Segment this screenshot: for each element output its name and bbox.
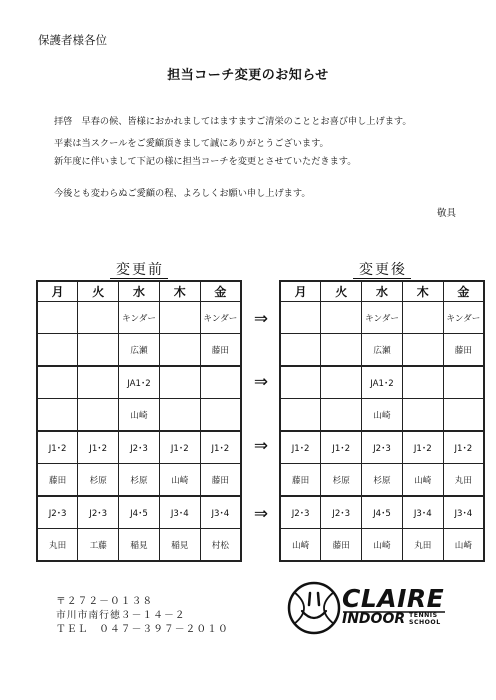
- table-cell: [321, 366, 362, 399]
- table-cell: J1･2: [159, 431, 200, 464]
- change-arrow: ⇒: [253, 309, 269, 329]
- table-cell: 山崎: [402, 464, 443, 497]
- table-row: [37, 496, 241, 529]
- tennis-ball-face-icon: [289, 583, 339, 633]
- table-cell: 山崎: [119, 399, 160, 432]
- table-cell: [280, 366, 321, 399]
- table-cell: J3･4: [402, 496, 443, 529]
- document-title: 担当コーチ変更のお知らせ: [167, 68, 329, 83]
- table-cell: J3･4: [200, 496, 241, 529]
- table-row: [280, 529, 484, 562]
- thanks-paragraph: 平素は当スクールをご愛顧頂きまして誠にありがとうございます。: [54, 138, 329, 149]
- day-header: 水: [362, 281, 403, 302]
- table-cell: J3･4: [443, 496, 484, 529]
- table-cell: キンダー: [200, 302, 241, 334]
- change-arrow: ⇒: [253, 436, 269, 456]
- table-row: [37, 302, 241, 334]
- table-row: [37, 464, 241, 497]
- table-cell: 山崎: [443, 529, 484, 562]
- change-arrow: ⇒: [253, 372, 269, 392]
- table-row: [37, 334, 241, 367]
- table-cell: [443, 399, 484, 432]
- table-cell: [402, 366, 443, 399]
- logo-school-text: SCHOOL: [409, 619, 441, 626]
- telephone: ＴＥＬ ０４７－３９７－２０１０: [56, 624, 229, 635]
- day-header: 月: [37, 281, 78, 302]
- table-cell: J1･2: [200, 431, 241, 464]
- table-cell: 丸田: [443, 464, 484, 497]
- change-arrow: ⇒: [253, 504, 269, 524]
- request-paragraph: 今後とも変わらぬご愛顧の程、よろしくお願い申し上げます。: [54, 188, 311, 199]
- table-cell: 山崎: [362, 399, 403, 432]
- table-cell: JA1･2: [119, 366, 160, 399]
- greeting-paragraph: 拝啓 早春の候、皆様におかれましてはますますご清栄のこととお喜び申し上げます。: [54, 116, 412, 127]
- table-cell: [321, 399, 362, 432]
- after-caption: 変更後: [279, 262, 485, 279]
- before-caption: 変更前: [36, 262, 242, 279]
- table-row: [37, 431, 241, 464]
- table-cell: キンダー: [119, 302, 160, 334]
- table-cell: 山崎: [362, 529, 403, 562]
- table-cell: 丸田: [37, 529, 78, 562]
- table-cell: 杉原: [78, 464, 119, 497]
- table-row: [280, 366, 484, 399]
- table-cell: [37, 302, 78, 334]
- header-row: [37, 281, 241, 302]
- table-cell: J2･3: [321, 496, 362, 529]
- table-cell: [159, 399, 200, 432]
- table-cell: [200, 399, 241, 432]
- table-cell: 広瀬: [362, 334, 403, 367]
- table-cell: 藤田: [321, 529, 362, 562]
- table-cell: [321, 302, 362, 334]
- table-cell: [200, 366, 241, 399]
- table-row: [280, 334, 484, 367]
- day-header: 木: [402, 281, 443, 302]
- table-row: [280, 399, 484, 432]
- table-cell: [159, 334, 200, 367]
- table-row: [280, 302, 484, 334]
- table-cell: JA1･2: [362, 366, 403, 399]
- table-cell: 藤田: [280, 464, 321, 497]
- table-cell: キンダー: [362, 302, 403, 334]
- day-header: 火: [78, 281, 119, 302]
- table-cell: J1･2: [37, 431, 78, 464]
- after-schedule-table: [279, 280, 485, 562]
- table-cell: [402, 302, 443, 334]
- table-cell: 藤田: [443, 334, 484, 367]
- notice-paragraph: 新年度に伴いまして下記の様に担当コーチを変更とさせていただきます。: [54, 156, 357, 167]
- day-header: 金: [200, 281, 241, 302]
- table-cell: 藤田: [200, 334, 241, 367]
- table-cell: 藤田: [200, 464, 241, 497]
- table-cell: J2･3: [119, 431, 160, 464]
- table-cell: J2･3: [362, 431, 403, 464]
- day-header: 火: [321, 281, 362, 302]
- table-cell: [37, 366, 78, 399]
- table-cell: J1･2: [402, 431, 443, 464]
- table-cell: 稲見: [159, 529, 200, 562]
- table-row: [280, 464, 484, 497]
- table-cell: 稲見: [119, 529, 160, 562]
- table-cell: 山崎: [159, 464, 200, 497]
- table-cell: 杉原: [119, 464, 160, 497]
- table-row: [280, 496, 484, 529]
- table-cell: [78, 366, 119, 399]
- before-schedule-table: [36, 280, 242, 562]
- closing-word: 敬具: [436, 208, 456, 219]
- table-cell: J1･2: [280, 431, 321, 464]
- table-cell: [280, 302, 321, 334]
- table-cell: J1･2: [443, 431, 484, 464]
- addressee: 保護者様各位: [38, 33, 107, 47]
- table-cell: J2･3: [78, 496, 119, 529]
- day-header: 木: [159, 281, 200, 302]
- table-cell: [159, 302, 200, 334]
- table-cell: 村松: [200, 529, 241, 562]
- table-cell: J2･3: [280, 496, 321, 529]
- table-cell: J2･3: [37, 496, 78, 529]
- logo-wordmark: CLAIRE: [342, 584, 445, 613]
- table-cell: J3･4: [159, 496, 200, 529]
- table-cell: [78, 334, 119, 367]
- table-cell: [402, 399, 443, 432]
- table-row: [37, 399, 241, 432]
- table-cell: J1･2: [78, 431, 119, 464]
- table-cell: J4･5: [362, 496, 403, 529]
- table-cell: [159, 366, 200, 399]
- table-cell: [280, 334, 321, 367]
- table-cell: [443, 366, 484, 399]
- table-cell: 藤田: [37, 464, 78, 497]
- table-cell: J4･5: [119, 496, 160, 529]
- header-row: [280, 281, 484, 302]
- table-cell: [37, 334, 78, 367]
- table-cell: キンダー: [443, 302, 484, 334]
- table-cell: [402, 334, 443, 367]
- table-cell: [78, 302, 119, 334]
- logo-indoor-text: INDOOR: [342, 611, 406, 627]
- table-cell: 広瀬: [119, 334, 160, 367]
- table-row: [37, 529, 241, 562]
- table-cell: [78, 399, 119, 432]
- table-cell: 山崎: [280, 529, 321, 562]
- table-cell: [37, 399, 78, 432]
- table-cell: 杉原: [321, 464, 362, 497]
- table-cell: 工藤: [78, 529, 119, 562]
- day-header: 金: [443, 281, 484, 302]
- day-header: 月: [280, 281, 321, 302]
- logo-tennis-text: TENNIS: [409, 612, 438, 619]
- postal-code: 〒２７２－０１３８: [56, 596, 154, 607]
- table-row: [37, 366, 241, 399]
- table-row: [280, 431, 484, 464]
- table-cell: 丸田: [402, 529, 443, 562]
- table-cell: 杉原: [362, 464, 403, 497]
- day-header: 水: [119, 281, 160, 302]
- table-cell: [280, 399, 321, 432]
- street-address: 市川市南行徳３－１４－２: [56, 610, 186, 621]
- table-cell: [321, 334, 362, 367]
- table-cell: J1･2: [321, 431, 362, 464]
